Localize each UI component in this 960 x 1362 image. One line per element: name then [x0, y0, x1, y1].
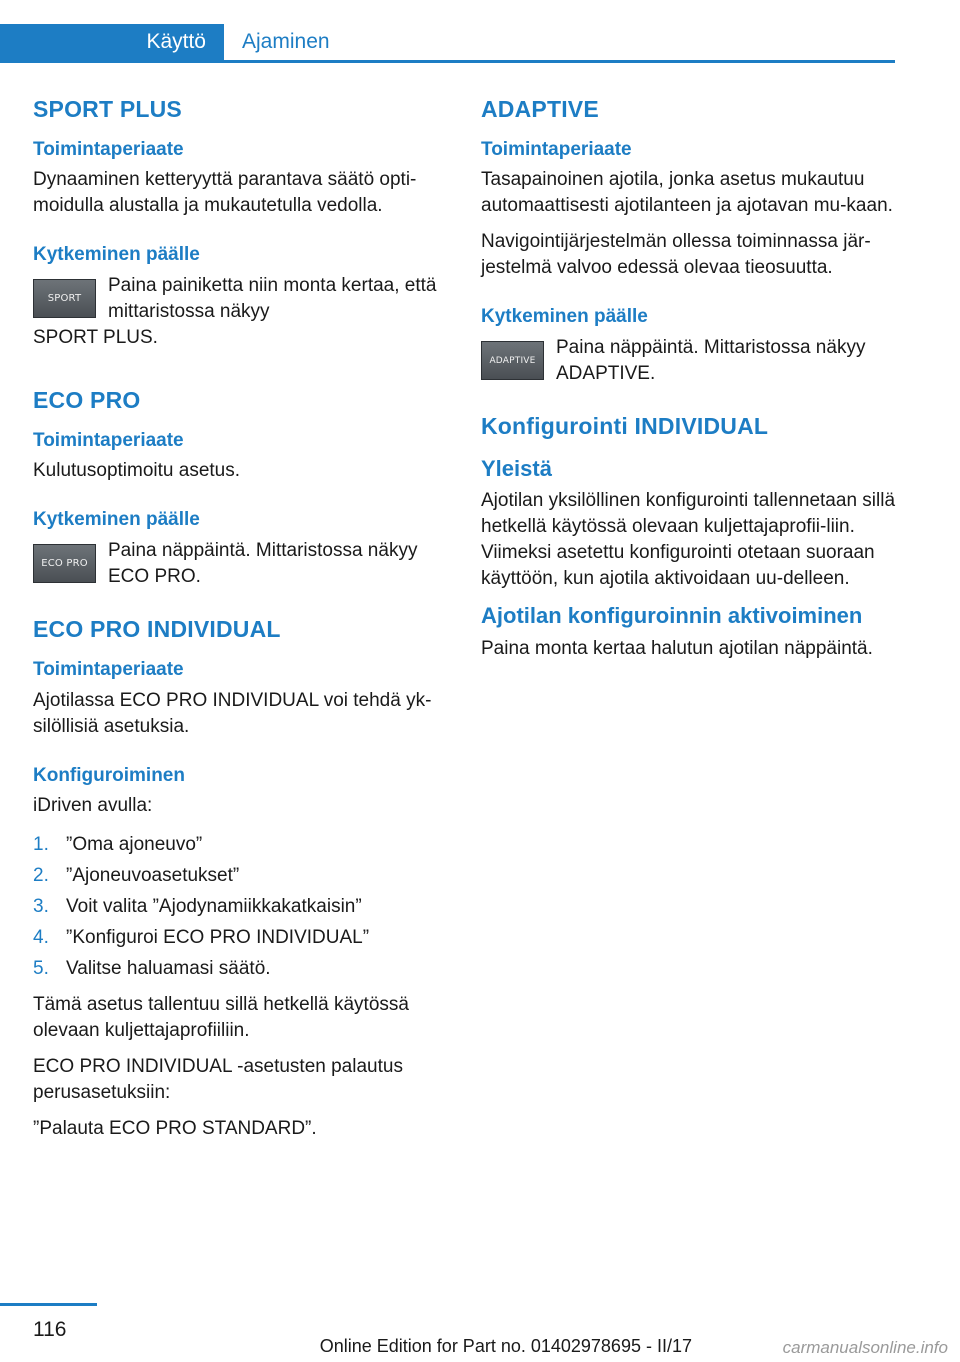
paragraph: Ajotilassa ECO PRO INDIVIDUAL voi tehdä yk‐silöllisiä asetuksia.: [33, 689, 432, 737]
section-title-individual: Konfigurointi INDIVIDUAL: [481, 413, 769, 440]
instruction-tail: SPORT PLUS.: [33, 327, 158, 349]
step-number: 5.: [33, 958, 49, 980]
subheading-switch-on: Kytkeminen päälle: [481, 306, 648, 328]
subheading-configure: Konfiguroiminen: [33, 764, 185, 786]
steps-list: [33, 829, 448, 984]
step-text: Valitse haluamasi säätö.: [66, 958, 271, 980]
instruction-text: Paina näppäintä. Mittaristossa näkyy ADAPTIVE.: [556, 337, 866, 385]
subheading-principle: Toimintaperiaate: [33, 429, 184, 451]
eco-pro-button-image: ECO PRO: [33, 544, 96, 583]
tab-kaytto[interactable]: Käyttö: [0, 24, 224, 60]
paragraph: Ajotilan yksilöllinen konfigurointi tallennetaan sillä hetkellä käytössä olevaan kuljettajaprofii‐liin. Viimeksi asetettu konfigurointi otetaan suoraan käyttöön, kun ajotila aktivoidaan uu‐delleen.: [481, 490, 896, 590]
right-column: [481, 96, 896, 672]
step-text: ”Konfiguroi ECO PRO INDIVIDUAL”: [66, 927, 370, 949]
subheading-principle: Toimintaperiaate: [481, 138, 632, 160]
subheading-principle: Toimintaperiaate: [33, 658, 184, 680]
header-rule: [0, 60, 895, 63]
list-item: [33, 829, 448, 860]
paragraph: Kulutusoptimoitu asetus.: [33, 460, 241, 482]
edition-text: Online Edition for Part no. 01402978695 - II/17: [319, 1336, 692, 1356]
button-instruction: [33, 538, 448, 590]
section-title-sport-plus: SPORT PLUS: [33, 96, 182, 122]
footer-rule: [0, 1303, 97, 1306]
paragraph: Paina monta kertaa halutun ajotilan näppäintä.: [481, 637, 873, 659]
left-column: [33, 96, 448, 1152]
adaptive-button-image: ADAPTIVE: [481, 341, 544, 380]
watermark: carmanualsonline.info: [782, 1338, 948, 1357]
page-number: 116: [33, 1318, 67, 1341]
subheading-activate: Ajotilan konfiguroinnin aktivoiminen: [481, 603, 863, 629]
paragraph: Navigointijärjestelmän ollessa toiminnassa jär‐jestelmä valvoo edessä olevaa tieosuutta.: [481, 231, 871, 279]
tab-ajaminen[interactable]: Ajaminen: [242, 30, 330, 53]
paragraph: iDriven avulla:: [33, 795, 153, 817]
paragraph: ECO PRO INDIVIDUAL -asetusten palautus perusasetuksiin:: [33, 1056, 403, 1104]
paragraph: Tasapainoinen ajotila, jonka asetus mukautuu automaattisesti ajotilanteen ja ajotavan mu‐kaan.: [481, 169, 893, 217]
subheading-principle: Toimintaperiaate: [33, 138, 184, 160]
step-number: 4.: [33, 927, 49, 949]
section-title-eco-pro: ECO PRO: [33, 387, 141, 414]
subheading-switch-on: Kytkeminen päälle: [33, 244, 200, 266]
section-title-eco-pro-individual: ECO PRO INDIVIDUAL: [33, 616, 281, 643]
step-text: ”Oma ajoneuvo”: [66, 834, 203, 856]
header-bar: [0, 0, 960, 64]
subheading-general: Yleistä: [481, 455, 552, 481]
subheading-switch-on: Kytkeminen päälle: [33, 509, 200, 531]
paragraph: Tämä asetus tallentuu sillä hetkellä käytössä olevaan kuljettajaprofiiliin.: [33, 994, 409, 1042]
step-text: ”Ajoneuvoasetukset”: [66, 865, 240, 887]
instruction-text: Paina näppäintä. Mittaristossa näkyy ECO PRO.: [108, 540, 418, 588]
list-item: [33, 922, 448, 953]
list-item: [33, 953, 448, 984]
paragraph: Dynaaminen ketteryyttä parantava säätö opti‐moidulla alustalla ja mukautetulla vedolla.: [33, 169, 417, 217]
list-item: [33, 860, 448, 891]
button-instruction: [33, 273, 448, 325]
list-item: [33, 891, 448, 922]
button-instruction: [481, 335, 896, 387]
step-number: 3.: [33, 896, 49, 918]
step-text: Voit valita ”Ajodynamiikkakatkaisin”: [66, 896, 362, 918]
sport-button-image: SPORT: [33, 279, 96, 318]
paragraph: ”Palauta ECO PRO STANDARD”.: [33, 1118, 317, 1140]
step-number: 2.: [33, 865, 49, 887]
section-title-adaptive: ADAPTIVE: [481, 96, 599, 122]
step-number: 1.: [33, 834, 49, 856]
instruction-text: Paina painiketta niin monta kertaa, että mittaristossa näkyy: [108, 275, 437, 323]
